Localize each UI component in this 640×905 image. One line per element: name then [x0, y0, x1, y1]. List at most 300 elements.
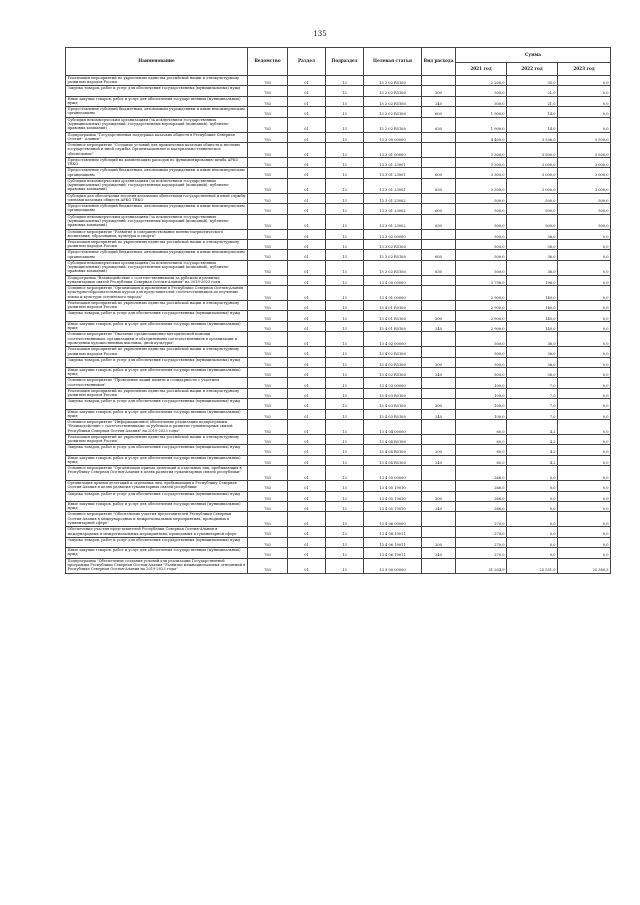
row-sum-2021: 266,0 [456, 481, 507, 491]
row-sum-2021: 266,0 [456, 501, 507, 511]
row-subsection: 13 [326, 501, 364, 511]
row-sum-2022: 0,0 [507, 501, 558, 511]
row-sum-2022: 500,0 [507, 214, 558, 229]
row-expense-type: 600 [422, 250, 456, 260]
row-sum-2022: 140,0 [507, 311, 558, 321]
header-expense-type: Вид расхода [422, 48, 456, 76]
row-name: Иные закупки товаров, работ и услуг для обеспечения государственных (муниципальных) нужд [66, 548, 248, 558]
row-sum-2021: 60,0 [456, 419, 507, 434]
row-sum-2022: 4,2 [507, 455, 558, 465]
row-sum-2023: 0,0 [558, 466, 611, 481]
row-expense-type: 240 [422, 96, 456, 106]
row-section: 01 [288, 548, 326, 558]
row-expense-type [422, 275, 456, 285]
row-sum-2023: 0,0 [558, 434, 611, 444]
row-name: Реализация мероприятий по укреплению единства российской нации и этнокультурному развитию народов России [66, 239, 248, 249]
row-subsection: 13 [326, 368, 364, 378]
row-name: Обеспечение участия представителей Республики Северная Осетия-Алания в международных и межрегиональных мероприятиях, проводимых в гуманитарной сфере [66, 527, 248, 537]
row-sum-2023: 3 000,0 [558, 157, 611, 167]
row-sum-2022: 21,0 [507, 96, 558, 106]
row-sum-2021: 60,0 [456, 445, 507, 455]
row-sum-2021: 100,0 [456, 399, 507, 409]
row-name: Реализация мероприятий по укреплению единства российской нации и этнокультурному развитию народов России [66, 388, 248, 398]
row-name: Основное мероприятие "Проведение акций памяти и солидарности с участием соотечественников" [66, 378, 248, 388]
table-row [66, 527, 611, 537]
table-row [66, 481, 611, 491]
row-sum-2023: 0,0 [558, 250, 611, 260]
table-row [66, 193, 611, 203]
row-section: 01 [288, 76, 326, 86]
row-sum-2022: 0,0 [507, 537, 558, 547]
row-name: Субсидии некоммерческим организациям (за исключением государственных (муниципальных) учреждений, государственных корпораций (компаний), публично-правовых компаний) [66, 214, 248, 229]
row-subsection: 13 [326, 537, 364, 547]
row-section: 01 [288, 260, 326, 275]
row-target-article: 13 4 02 R5160 [364, 357, 422, 367]
row-subsection: 13 [326, 311, 364, 321]
table-row [66, 537, 611, 547]
row-target-article: 13 3 01 23002 [364, 204, 422, 214]
row-sum-2022: 3 500,0 [507, 142, 558, 157]
row-ministry: 783 [248, 96, 288, 106]
row-sum-2022: 500,0 [507, 204, 558, 214]
row-sum-2021: 270,0 [456, 527, 507, 537]
row-section: 01 [288, 491, 326, 501]
row-sum-2023: 0,0 [558, 419, 611, 434]
row-target-article: 13 4 01 R5160 [364, 311, 422, 321]
row-target-article: 13 4 03 00000 [364, 378, 422, 388]
table-row [66, 107, 611, 117]
row-sum-2023: 0,0 [558, 286, 611, 301]
row-ministry: 783 [248, 548, 288, 558]
row-target-article: 13 4 03 R5160 [364, 409, 422, 419]
row-sum-2023: 0,0 [558, 501, 611, 511]
row-sum-2021: 270,0 [456, 537, 507, 547]
row-sum-2022: 35,0 [507, 76, 558, 86]
table-row [66, 434, 611, 444]
row-name: Закупка товаров, работ и услуг для обеспечения государственных (муниципальных) нужд [66, 445, 248, 455]
row-ministry: 783 [248, 86, 288, 96]
row-section: 01 [288, 178, 326, 193]
row-subsection: 13 [326, 548, 364, 558]
row-ministry: 783 [248, 286, 288, 301]
row-sum-2022: 0,0 [507, 512, 558, 527]
row-sum-2022: 7,0 [507, 399, 558, 409]
row-expense-type: 600 [422, 168, 456, 178]
header-name: Наименование [66, 48, 248, 76]
row-expense-type: 630 [422, 214, 456, 229]
row-sum-2023: 3 000,0 [558, 168, 611, 178]
row-ministry: 783 [248, 527, 288, 537]
row-sum-2021: 2 900,0 [456, 301, 507, 311]
row-section: 01 [288, 388, 326, 398]
row-expense-type: 200 [422, 399, 456, 409]
row-expense-type: 200 [422, 537, 456, 547]
row-sum-2022: 3 000,0 [507, 178, 558, 193]
row-name: Основное мероприятие "Создание условий для привлечения казачьих обществ к несению государственной и иной службы. Организационное и материально-техническое обеспечение" [66, 142, 248, 157]
row-expense-type [422, 132, 456, 142]
row-subsection: 13 [326, 388, 364, 398]
header-ministry: Ведомство [248, 48, 288, 76]
row-sum-2021: 500,0 [456, 239, 507, 249]
row-subsection: 13 [326, 409, 364, 419]
row-name: Подпрограмма "Обеспечение создания условий для реализации Государственной программы Республики Северная Осетия-Алания "Развитие межнациональных отношений в Республике Северная Осетия-Алания на 2019-2023 годы" [66, 558, 248, 573]
row-sum-2021: 2 900,0 [456, 311, 507, 321]
row-section: 01 [288, 311, 326, 321]
row-sum-2023: 0,0 [558, 76, 611, 86]
table-row [66, 388, 611, 398]
row-section: 01 [288, 157, 326, 167]
row-section: 01 [288, 537, 326, 547]
row-subsection: 13 [326, 178, 364, 193]
row-target-article: 13 4 05 19010 [364, 501, 422, 511]
row-ministry: 783 [248, 239, 288, 249]
row-expense-type: 240 [422, 501, 456, 511]
row-subsection: 13 [326, 260, 364, 275]
table-row [66, 260, 611, 275]
row-section: 01 [288, 445, 326, 455]
header-subsection: Подраздел [326, 48, 364, 76]
row-section: 01 [288, 455, 326, 465]
row-sum-2023: 0,0 [558, 321, 611, 331]
row-sum-2023: 500,0 [558, 193, 611, 203]
row-target-article: 13 4 04 R5160 [364, 445, 422, 455]
row-sum-2021: 31 204,9 [456, 558, 507, 573]
row-sum-2021: 500,0 [456, 332, 507, 347]
row-sum-2023: 500,0 [558, 204, 611, 214]
row-ministry: 783 [248, 378, 288, 388]
row-sum-2021: 270,0 [456, 512, 507, 527]
header-section: Раздел [288, 48, 326, 76]
row-sum-2023: 25 380,3 [558, 558, 611, 573]
row-target-article: 13 4 04 00000 [364, 419, 422, 434]
row-expense-type: 240 [422, 368, 456, 378]
row-section: 01 [288, 332, 326, 347]
row-target-article: 13 5 00 00000 [364, 558, 422, 573]
row-expense-type [422, 558, 456, 573]
row-subsection: 13 [326, 229, 364, 239]
row-subsection: 13 [326, 434, 364, 444]
row-expense-type: 200 [422, 86, 456, 96]
row-name: Основное мероприятие "Организация и проведение в Республике Северная Осетия-Алания культурно-образовательных курсов для представителей соотечественников по изучению языка и культуры осетинского народа" [66, 286, 248, 301]
row-sum-2022: 0,0 [507, 491, 558, 501]
row-sum-2021: 60,0 [456, 455, 507, 465]
row-sum-2021: 3 300,0 [456, 157, 507, 167]
row-name: Реализация мероприятий по укреплению единства российской нации и этнокультурному развитию народов России [66, 434, 248, 444]
row-sum-2022: 3 000,0 [507, 157, 558, 167]
row-sum-2021: 100,0 [456, 378, 507, 388]
row-target-article: 13 4 01 R5160 [364, 321, 422, 331]
row-expense-type [422, 142, 456, 157]
row-sum-2022: 3 000,0 [507, 168, 558, 178]
row-ministry: 783 [248, 491, 288, 501]
row-sum-2021: 2 900,0 [456, 286, 507, 301]
row-name: Закупка товаров, работ и услуг для обеспечения государственных (муниципальных) нужд [66, 399, 248, 409]
table-row [66, 445, 611, 455]
row-sum-2022: 4,2 [507, 434, 558, 444]
row-subsection: 13 [326, 132, 364, 142]
row-sum-2022: 36,0 [507, 357, 558, 367]
row-target-article: 13 3 02 00000 [364, 229, 422, 239]
row-expense-type: 240 [422, 321, 456, 331]
table-row [66, 275, 611, 285]
header-year-2021: 2021 год [456, 63, 507, 76]
row-sum-2022: 0,0 [507, 548, 558, 558]
table-row [66, 378, 611, 388]
row-sum-2023: 0,0 [558, 117, 611, 132]
row-ministry: 783 [248, 445, 288, 455]
row-subsection: 13 [326, 481, 364, 491]
row-subsection: 13 [326, 419, 364, 434]
table-row [66, 301, 611, 311]
row-expense-type: 240 [422, 548, 456, 558]
row-section: 01 [288, 204, 326, 214]
table-row [66, 368, 611, 378]
row-target-article: 13 4 03 R5160 [364, 399, 422, 409]
row-sum-2022: 140,0 [507, 301, 558, 311]
row-target-article: 13 4 05 00000 [364, 466, 422, 481]
row-section: 01 [288, 117, 326, 132]
row-sum-2023: 0,0 [558, 548, 611, 558]
table-row [66, 250, 611, 260]
row-subsection: 13 [326, 512, 364, 527]
row-target-article: 13 4 06 19011 [364, 537, 422, 547]
row-expense-type [422, 466, 456, 481]
row-ministry: 783 [248, 132, 288, 142]
row-section: 01 [288, 527, 326, 537]
row-sum-2023: 0,0 [558, 368, 611, 378]
row-sum-2021: 3 300,0 [456, 178, 507, 193]
row-target-article: 13 3 02 R5160 [364, 239, 422, 249]
row-sum-2021: 2 900,0 [456, 321, 507, 331]
table-row [66, 239, 611, 249]
row-sum-2021: 300,0 [456, 86, 507, 96]
row-ministry: 783 [248, 409, 288, 419]
row-subsection: 13 [326, 558, 364, 573]
row-subsection: 13 [326, 86, 364, 96]
row-expense-type: 200 [422, 445, 456, 455]
row-sum-2021: 500,0 [456, 368, 507, 378]
row-expense-type [422, 378, 456, 388]
row-ministry: 783 [248, 537, 288, 547]
row-ministry: 783 [248, 558, 288, 573]
row-ministry: 783 [248, 168, 288, 178]
table-row [66, 357, 611, 367]
row-name: Субсидии некоммерческим организациям (за исключением государственных (муниципальных) учреждений, государственных корпораций (компаний), публично-правовых компаний) [66, 260, 248, 275]
row-sum-2022: 500,0 [507, 193, 558, 203]
table-row [66, 409, 611, 419]
row-ministry: 783 [248, 368, 288, 378]
row-subsection: 13 [326, 527, 364, 537]
row-name: Основное мероприятие "Оказание организационно-методической помощи соотечественникам, организациям и объединениям соотечественников в организации и проведении художественных выставок, дней культуры" [66, 332, 248, 347]
row-sum-2023: 0,0 [558, 86, 611, 96]
row-name: Иные закупки товаров, работ и услуг для обеспечения государственных (муниципальных) нужд [66, 321, 248, 331]
row-sum-2023: 0,0 [558, 388, 611, 398]
row-sum-2023: 0,0 [558, 455, 611, 465]
row-target-article: 13 3 00 00000 [364, 132, 422, 142]
row-ministry: 783 [248, 311, 288, 321]
row-expense-type [422, 512, 456, 527]
row-subsection: 13 [326, 378, 364, 388]
row-sum-2021: 500,0 [456, 347, 507, 357]
header-year-2022: 2022 год [507, 63, 558, 76]
row-expense-type [422, 388, 456, 398]
row-subsection: 13 [326, 399, 364, 409]
row-sum-2021: 1 900,0 [456, 117, 507, 132]
table-row [66, 86, 611, 96]
row-target-article: 13 4 04 R5160 [364, 434, 422, 444]
row-ministry: 783 [248, 347, 288, 357]
row-name: Субсидия для обеспечения несения казачьими обществами государственной и иной службы членами казачьих обществ АРКО ТВКО [67, 193, 246, 203]
row-subsection: 13 [326, 466, 364, 481]
row-sum-2021: 3 300,0 [456, 142, 507, 157]
row-target-article: 13 2 02 R5160 [364, 107, 422, 117]
row-expense-type: 240 [422, 455, 456, 465]
row-expense-type [422, 332, 456, 347]
row-ministry: 783 [248, 357, 288, 367]
row-sum-2022: 0,0 [507, 527, 558, 537]
row-expense-type: 630 [422, 117, 456, 132]
row-sum-2022: 14,0 [507, 117, 558, 132]
table-row [66, 229, 611, 239]
row-ministry: 783 [248, 321, 288, 331]
row-expense-type: 600 [422, 204, 456, 214]
row-sum-2023: 0,0 [558, 481, 611, 491]
row-ministry: 783 [248, 455, 288, 465]
row-name: Иные закупки товаров, работ и услуг для обеспечения государственных (муниципальных) нужд [66, 501, 248, 511]
row-subsection: 13 [326, 76, 364, 86]
row-section: 01 [288, 501, 326, 511]
row-subsection: 13 [326, 142, 364, 157]
row-name: Иные закупки товаров, работ и услуг для обеспечения государственных (муниципальных) нужд [66, 96, 248, 106]
row-section: 01 [288, 107, 326, 117]
row-expense-type [422, 301, 456, 311]
row-sum-2022: 36,0 [507, 347, 558, 357]
row-sum-2021: 2 200,0 [456, 76, 507, 86]
row-target-article: 13 4 03 R5160 [364, 388, 422, 398]
row-expense-type: 200 [422, 357, 456, 367]
row-sum-2022: 4,2 [507, 445, 558, 455]
row-sum-2023: 0,0 [558, 239, 611, 249]
table-row [66, 157, 611, 167]
row-sum-2022: 196,0 [507, 275, 558, 285]
row-section: 01 [288, 250, 326, 260]
row-section: 01 [288, 96, 326, 106]
row-ministry: 783 [248, 157, 288, 167]
row-name: Основное мероприятие "Информационное обеспечение реализации подпрограммы "Взаимодействие с соотечественниками за рубежом и развитие гуманитарных связей Республики Северная Осетия-Алания" на 2019-2023 годы" [66, 419, 248, 434]
table-row [66, 117, 611, 132]
row-name: Реализация мероприятий по укреплению единства российской нации и этнокультурному развитию народов России [66, 76, 248, 86]
row-ministry: 783 [248, 250, 288, 260]
row-section: 01 [288, 239, 326, 249]
row-target-article: 13 4 02 00000 [364, 332, 422, 347]
row-name: Основное мероприятие "Организация приема делегаций и отдельных лиц, пребывающих в Республику Северная Осетия-Алания в целях развития гуманитарных связей республики" [66, 466, 248, 481]
row-name: Реализация мероприятий по укреплению единства российской нации и этнокультурному развитию народов России [66, 301, 248, 311]
row-target-article: 13 2 02 R5160 [364, 76, 422, 86]
row-subsection: 13 [326, 117, 364, 132]
row-expense-type [422, 481, 456, 491]
row-section: 01 [288, 558, 326, 573]
row-expense-type [422, 157, 456, 167]
row-section: 01 [288, 142, 326, 157]
row-target-article: 13 4 01 R5160 [364, 301, 422, 311]
row-sum-2021: 60,0 [456, 434, 507, 444]
row-ministry: 783 [248, 214, 288, 229]
row-sum-2022: 21,0 [507, 86, 558, 96]
row-subsection: 13 [326, 275, 364, 285]
row-name: Предоставление субсидий бюджетным, автономным учреждениям и иным некоммерческим организациям [66, 107, 248, 117]
table-row [66, 168, 611, 178]
row-sum-2021: 266,0 [456, 466, 507, 481]
table-row [66, 558, 611, 573]
row-sum-2021: 1 900,0 [456, 107, 507, 117]
table-row [66, 347, 611, 357]
row-subsection: 13 [326, 491, 364, 501]
row-subsection: 13 [326, 214, 364, 229]
row-section: 01 [288, 466, 326, 481]
row-target-article: 13 4 02 R5160 [364, 347, 422, 357]
row-target-article: 13 3 02 R5160 [364, 260, 422, 275]
row-name: Иные закупки товаров, работ и услуг для обеспечения государственных (муниципальных) нужд [66, 368, 248, 378]
row-sum-2023: 0,0 [558, 275, 611, 285]
row-name: Субсидии некоммерческим организациям (за исключением государственных (муниципальных) учреждений, государственных корпораций (компаний), публично-правовых компаний) [66, 178, 248, 193]
row-section: 01 [288, 214, 326, 229]
row-sum-2021: 500,0 [456, 204, 507, 214]
row-ministry: 783 [248, 501, 288, 511]
table-row [66, 311, 611, 321]
row-target-article: 13 3 01 23002 [364, 193, 422, 203]
row-ministry: 783 [248, 399, 288, 409]
row-sum-2022: 7,0 [507, 409, 558, 419]
row-target-article: 13 4 06 19011 [364, 548, 422, 558]
row-sum-2021: 500,0 [456, 193, 507, 203]
row-target-article: 13 4 02 R5160 [364, 368, 422, 378]
row-target-article: 13 4 06 00000 [364, 512, 422, 527]
row-ministry: 783 [248, 512, 288, 527]
row-name: Предоставление субсидий бюджетным, автономным учреждениям и иным некоммерческим организациям [66, 204, 248, 214]
row-sum-2021: 3 796,0 [456, 275, 507, 285]
row-subsection: 13 [326, 239, 364, 249]
row-section: 01 [288, 419, 326, 434]
table-row [66, 512, 611, 527]
row-sum-2022: 25 551,9 [507, 558, 558, 573]
row-sum-2022: 36,0 [507, 239, 558, 249]
row-sum-2021: 100,0 [456, 388, 507, 398]
row-expense-type: 200 [422, 491, 456, 501]
table-row [66, 466, 611, 481]
row-sum-2022: 36,0 [507, 368, 558, 378]
row-sum-2022: 14,0 [507, 107, 558, 117]
row-section: 01 [288, 193, 326, 203]
row-name: Закупка товаров, работ и услуг для обеспечения государственных (муниципальных) нужд [66, 357, 248, 367]
row-ministry: 783 [248, 229, 288, 239]
row-sum-2023: 3 500,0 [558, 142, 611, 157]
row-name: Предоставление субсидий на компенсацию расходов по функционированию штаба АРКО ТВКО [66, 157, 248, 167]
row-sum-2022: 7,0 [507, 388, 558, 398]
table-row [66, 132, 611, 142]
row-name: Основное мероприятие "Развитие и совершенствование военно-патриотического воспитания, образования, культуры и спорта" [66, 229, 248, 239]
row-section: 01 [288, 357, 326, 367]
row-name: Закупка товаров, работ и услуг для обеспечения государственных (муниципальных) нужд [66, 86, 248, 96]
row-expense-type [422, 76, 456, 86]
row-name: Предоставление субсидий бюджетным, автономным учреждениям и иным некоммерческим организациям [66, 250, 248, 260]
row-sum-2023: 0,0 [558, 512, 611, 527]
row-expense-type [422, 347, 456, 357]
row-sum-2023: 0,0 [558, 347, 611, 357]
row-section: 01 [288, 168, 326, 178]
row-subsection: 13 [326, 286, 364, 301]
row-sum-2021: 500,0 [456, 357, 507, 367]
row-section: 01 [288, 347, 326, 357]
